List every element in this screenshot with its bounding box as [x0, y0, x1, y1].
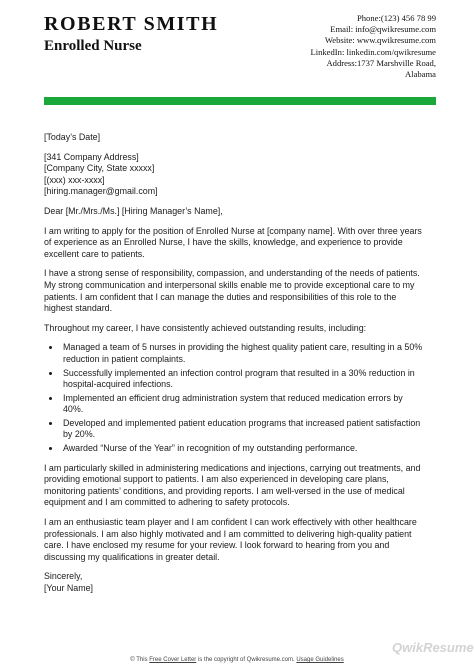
contact-website[interactable]: Website: www.qwikresume.com	[324, 35, 436, 46]
footer-middle: is the copyright of Qwikresume.com.	[196, 657, 297, 663]
list-item: • Managed a team of 5 nurses in providing the highest quality patient care, resulting in a 50% reduction in patient complaints.	[61, 342, 424, 365]
watermark-logo: QwikResume	[392, 640, 474, 655]
letter-date: [Today’s Date]	[44, 132, 101, 142]
paragraph-qualities: I have a strong sense of responsibility, compassion, and understanding of the needs of patients. My strong communication and interpersonal skills enable me to provide exceptional care to my patients. I am confident that I can manage the duties and responsibilities of this role to the highest standard.	[44, 268, 420, 314]
free-cover-letter-link[interactable]: Free Cover Letter	[149, 657, 197, 663]
usage-guidelines-link[interactable]: Usage Guidelines	[296, 657, 344, 663]
contact-linkedin[interactable]: LinkedIn: linkedin.com/qwikresume	[310, 46, 436, 57]
footer-prefix: © This	[130, 657, 150, 663]
paragraph-intro: I am writing to apply for the position of Enrolled Nurse at [company name]. With over three years of experience as an Enrolled Nurse, I have the skills, knowledge, and experience to provide excellent care to patients.	[44, 225, 422, 259]
achievements-list	[44, 342, 424, 454]
paragraph-skills: I am particularly skilled in administering medications and injections, carrying out treatments, and providing emotional support to patients. I am also experienced in developing care plans, monitoring patients’ conditions, and providing reports. I am well-versed in the use of medical equipment and I am committed to adhering to safety protocols.	[44, 462, 421, 508]
accent-divider	[44, 97, 436, 105]
contact-email[interactable]: Email: info@qwikresume.com	[330, 24, 436, 35]
recipient-address: [341 Company Address]	[44, 151, 139, 162]
list-item: • Developed and implemented patient education programs that increased patient satisfaction by 20%.	[61, 418, 424, 441]
applicant-title: Enrolled Nurse	[44, 38, 142, 54]
recipient-phone: [(xxx) xxx-xxxx]	[44, 174, 105, 185]
contact-phone: Phone:(123) 456 78 99	[356, 13, 436, 23]
contact-address-state: Alabama	[404, 69, 436, 80]
letter-date-block	[44, 132, 424, 144]
closing: Sincerely,	[44, 571, 83, 582]
recipient-city: [Company City, State xxxxx]	[44, 163, 155, 174]
list-item: • Successfully implemented an infection control program that resulted in a 30% reduction in hospital-acquired infections.	[61, 368, 424, 391]
paragraph-closing: I am an enthusiastic team player and I am confident I can work effectively with other healthcare professionals. I am also highly motivated and I am committed to delivering high-quality patient care. I have enclosed my resume for your review. I look forward to hearing from you and discussing my qualifications in greater detail.	[44, 517, 417, 562]
list-item: • Implemented an efficient drug administration system that reduced medication errors by 40%.	[61, 393, 424, 416]
paragraph-achievements-lead: Throughout my career, I have consistently achieved outstanding results, including:	[44, 322, 367, 333]
recipient-email: [hiring.manager@gmail.com]	[44, 186, 158, 197]
contact-block	[310, 13, 436, 80]
signature-name: [Your Name]	[44, 583, 94, 593]
list-item: • Awarded “Nurse of the Year” in recognition of my outstanding performance.	[61, 443, 424, 455]
applicant-name: ROBERT SMITH	[44, 13, 219, 35]
salutation: Dear [Mr./Mrs./Ms.] [Hiring Manager’s Name],	[44, 205, 223, 216]
signoff-block	[44, 571, 424, 594]
footer	[0, 657, 474, 663]
letter-body	[44, 132, 424, 595]
recipient-block	[44, 152, 424, 198]
contact-address: Address:1737 Marshville Road,	[326, 57, 436, 68]
